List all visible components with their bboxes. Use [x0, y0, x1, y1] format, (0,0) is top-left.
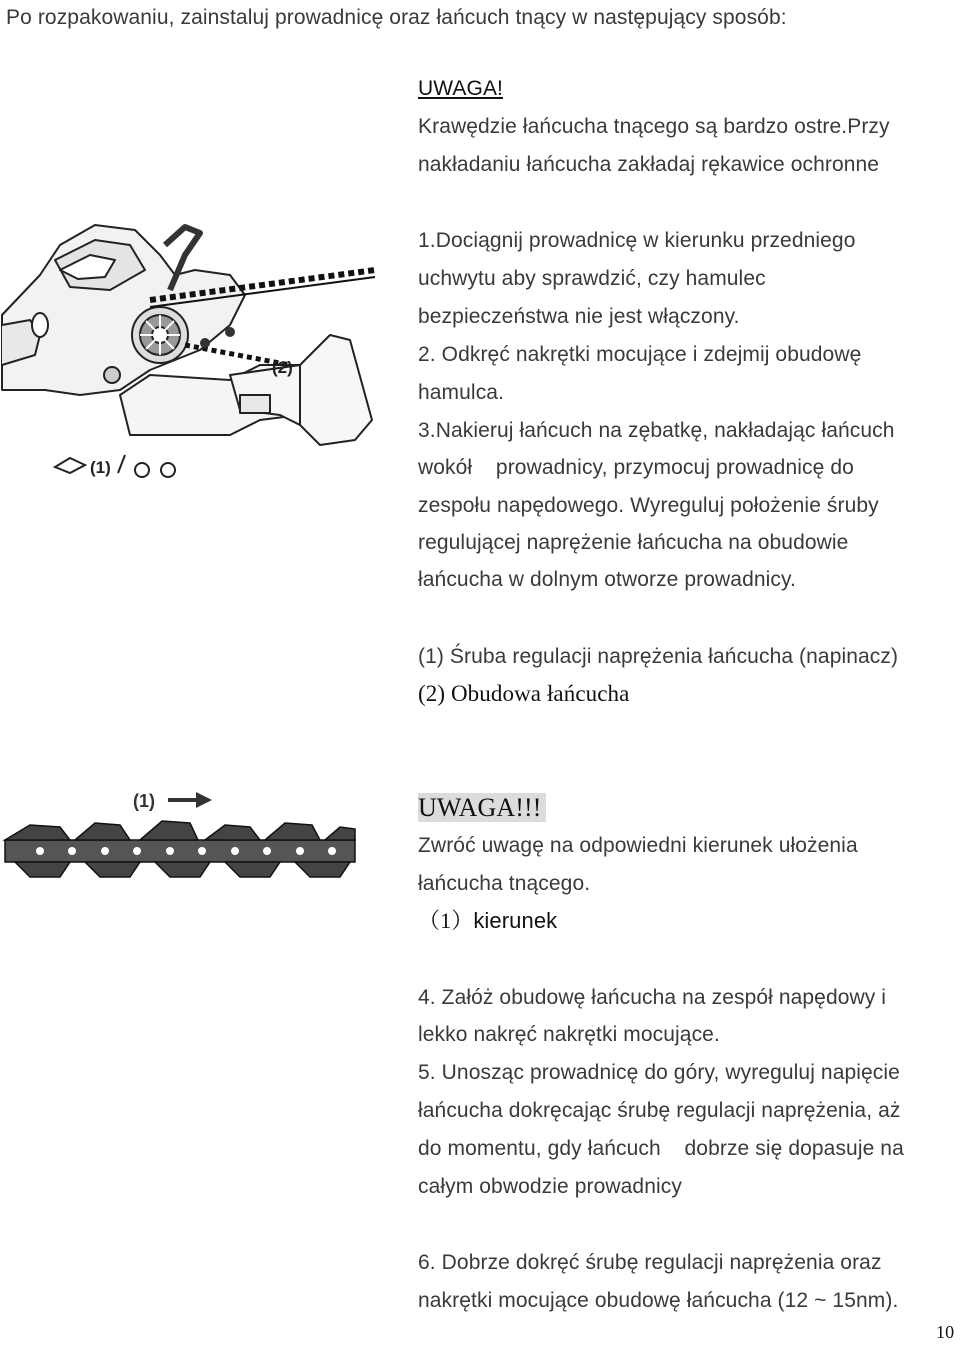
step-line: regulującej naprężenie łańcucha na obudowie: [418, 531, 849, 554]
chain-direction-illustration: [0, 785, 360, 885]
chain-figure-label: (1): [133, 791, 155, 811]
step-line: wokół prowadnicy, przymocuj prowadnicę do: [418, 456, 854, 479]
step-line: do momentu, gdy łańcuch dobrze się dopasuje na: [418, 1137, 904, 1160]
legend-item-2: (2) Obudowa łańcucha: [418, 681, 630, 706]
chainsaw-assembly-illustration: [0, 215, 400, 485]
step-line: lekko nakręć nakrętki mocujące.: [418, 1023, 720, 1046]
intro-text: Po rozpakowaniu, zainstaluj prowadnicę oraz łańcuch tnący w następujący sposób:: [6, 6, 787, 29]
direction-number: （1）: [418, 908, 474, 933]
step-line: 5. Unosząc prowadnicę do góry, wyreguluj napięcie: [418, 1061, 900, 1084]
warning2-line: łańcucha tnącego.: [418, 872, 591, 895]
figure-label-2: (2): [272, 358, 293, 377]
direction-word: kierunek: [473, 908, 558, 933]
warning-line: nakładaniu łańcucha zakładaj rękawice ochronne: [418, 153, 880, 176]
warning2-title-text: UWAGA!!!: [418, 793, 546, 822]
warning2-line: Zwróć uwagę na odpowiedni kierunek ułożenia: [418, 834, 858, 857]
step-line: nakrętki mocujące obudowę łańcucha (12 ~ 15nm).: [418, 1289, 899, 1312]
warning-title: UWAGA!: [418, 77, 503, 100]
step-line: łańcucha w dolnym otworze prowadnicy.: [418, 568, 796, 591]
figure-label-1: (1): [90, 458, 111, 477]
direction-arrow-icon: [168, 792, 212, 808]
step-line: 4. Załóż obudowę łańcucha na zespół napędowy i: [418, 986, 887, 1009]
direction-label: [418, 909, 557, 933]
step-line: 3.Nakieruj łańcuch na zębatkę, nakładając łańcuch: [418, 419, 895, 442]
page-number: 10: [936, 1322, 955, 1342]
step-line: bezpieczeństwa nie jest włączony.: [418, 305, 740, 328]
step-line: zespołu napędowego. Wyreguluj położenie śruby: [418, 494, 879, 517]
step-line: hamulca.: [418, 381, 505, 404]
warning-line: Krawędzie łańcucha tnącego są bardzo ostre.Przy: [418, 115, 890, 138]
legend-item-1: (1) Śruba regulacji naprężenia łańcucha (napinacz): [418, 645, 899, 668]
step-line: łańcucha dokręcając śrubę regulacji naprężenia, aż: [418, 1099, 901, 1122]
step-line: 1.Dociągnij prowadnicę w kierunku przedniego: [418, 229, 856, 252]
step-line: 2. Odkręć nakrętki mocujące i zdejmij obudowę: [418, 343, 862, 366]
warning2-title: [418, 792, 546, 824]
step-line: 6. Dobrze dokręć śrubę regulacji naprężenia oraz: [418, 1251, 882, 1274]
step-line: uchwytu aby sprawdzić, czy hamulec: [418, 267, 766, 290]
step-line: całym obwodzie prowadnicy: [418, 1175, 682, 1198]
